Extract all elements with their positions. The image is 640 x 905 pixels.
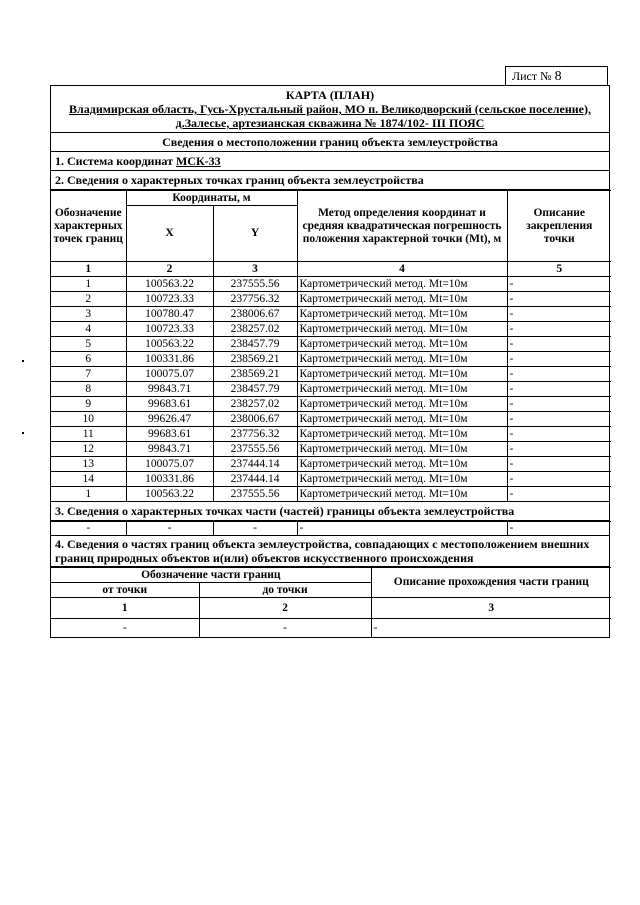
point-number: 1 <box>51 487 126 502</box>
header-coords: Координаты, м <box>126 191 297 206</box>
point-x: 99683.61 <box>126 427 213 442</box>
header-description: Описание закрепления точки <box>507 191 611 262</box>
section3-cell: - <box>51 522 126 536</box>
point-method: Картометрический метод. Mt=10м <box>297 397 507 412</box>
document-frame <box>50 85 610 638</box>
point-y: 238457.79 <box>213 337 297 352</box>
point-y: 237555.56 <box>213 487 297 502</box>
parts-row <box>51 619 611 638</box>
point-y: 238569.21 <box>213 352 297 367</box>
parts-column-numbers-row <box>51 598 611 619</box>
section3-cell: - <box>507 522 611 536</box>
points-body <box>51 277 611 502</box>
point-description: - <box>507 292 611 307</box>
point-x: 99626.47 <box>126 412 213 427</box>
point-y: 237555.56 <box>213 277 297 292</box>
point-description: - <box>507 367 611 382</box>
section3-heading: 3. Сведения о характерных точках части (частей) границы объекта землеустройства <box>51 501 609 521</box>
point-y: 238006.67 <box>213 307 297 322</box>
section3-row <box>51 522 611 536</box>
parts-header-designation: Обозначение части границ <box>51 568 371 583</box>
parts-cell: - <box>51 619 199 638</box>
point-number: 3 <box>51 307 126 322</box>
sheet-number-box <box>505 66 608 86</box>
point-method: Картометрический метод. Mt=10м <box>297 472 507 487</box>
point-x: 100563.22 <box>126 337 213 352</box>
point-method: Картометрический метод. Mt=10м <box>297 412 507 427</box>
table-row <box>51 472 611 487</box>
table-row <box>51 457 611 472</box>
point-method: Картометрический метод. Mt=10м <box>297 382 507 397</box>
point-description: - <box>507 277 611 292</box>
point-method: Картометрический метод. Mt=10м <box>297 457 507 472</box>
point-description: - <box>507 337 611 352</box>
parts-header-description: Описание прохождения части границ <box>371 568 611 598</box>
point-description: - <box>507 442 611 457</box>
table-row <box>51 352 611 367</box>
table-row <box>51 307 611 322</box>
column-number: 3 <box>213 262 297 277</box>
point-x: 100331.86 <box>126 472 213 487</box>
parts-column-number: 2 <box>199 598 371 619</box>
point-number: 12 <box>51 442 126 457</box>
point-x: 99843.71 <box>126 442 213 457</box>
section-main-heading: Сведения о местоположении границ объекта землеустройства <box>51 133 609 152</box>
section2-heading: 2. Сведения о характерных точках границ объекта землеустройства <box>51 171 609 190</box>
point-x: 100075.07 <box>126 457 213 472</box>
point-number: 9 <box>51 397 126 412</box>
point-y: 237444.14 <box>213 472 297 487</box>
parts-cell: - <box>371 619 611 638</box>
point-description: - <box>507 457 611 472</box>
scan-speck <box>22 360 24 362</box>
point-x: 100563.22 <box>126 277 213 292</box>
parts-header-to: до точки <box>199 583 371 598</box>
point-description: - <box>507 382 611 397</box>
point-y: 238257.02 <box>213 397 297 412</box>
point-description: - <box>507 352 611 367</box>
parts-table <box>51 567 611 637</box>
header-method: Метод определения координат и средняя квадратическая погрешность положения характерной точки (Mt), м <box>297 191 507 262</box>
point-method: Картометрический метод. Mt=10м <box>297 487 507 502</box>
point-x: 100723.33 <box>126 292 213 307</box>
point-method: Картометрический метод. Mt=10м <box>297 307 507 322</box>
sheet-label: Лист № <box>512 69 552 83</box>
point-method: Картометрический метод. Mt=10м <box>297 337 507 352</box>
points-table <box>51 190 611 501</box>
point-description: - <box>507 472 611 487</box>
point-number: 4 <box>51 322 126 337</box>
sheet-number: 8 <box>554 69 562 84</box>
table-row <box>51 277 611 292</box>
table-row <box>51 412 611 427</box>
point-method: Картометрический метод. Mt=10м <box>297 427 507 442</box>
column-number: 4 <box>297 262 507 277</box>
point-method: Картометрический метод. Mt=10м <box>297 352 507 367</box>
point-number: 14 <box>51 472 126 487</box>
parts-header-from: от точки <box>51 583 199 598</box>
point-description: - <box>507 397 611 412</box>
point-number: 5 <box>51 337 126 352</box>
table-row <box>51 442 611 457</box>
table-row <box>51 397 611 412</box>
header-x: X <box>126 206 213 262</box>
point-number: 8 <box>51 382 126 397</box>
point-number: 6 <box>51 352 126 367</box>
table-row <box>51 427 611 442</box>
section1-prefix: 1. Система координат <box>55 154 173 168</box>
parts-column-number: 3 <box>371 598 611 619</box>
point-number: 10 <box>51 412 126 427</box>
point-y: 238569.21 <box>213 367 297 382</box>
point-y: 237756.32 <box>213 292 297 307</box>
table-row <box>51 337 611 352</box>
point-x: 99683.61 <box>126 397 213 412</box>
title-block <box>51 86 609 133</box>
point-y: 237756.32 <box>213 427 297 442</box>
point-y: 237555.56 <box>213 442 297 457</box>
point-description: - <box>507 412 611 427</box>
section4-heading: 4. Сведения о частях границ объекта землеустройства, совпадающих с местоположением внешних границ природных объектов и(или) объектов искусственного происхождения <box>51 535 609 567</box>
point-method: Картометрический метод. Mt=10м <box>297 367 507 382</box>
coordinate-system: МСК-33 <box>175 154 221 168</box>
document-title: КАРТА (ПЛАН) <box>285 88 375 102</box>
column-number: 5 <box>507 262 611 277</box>
point-y: 237444.14 <box>213 457 297 472</box>
section3-cell: - <box>297 522 507 536</box>
point-method: Картометрический метод. Mt=10м <box>297 442 507 457</box>
point-description: - <box>507 307 611 322</box>
point-number: 13 <box>51 457 126 472</box>
point-y: 238006.67 <box>213 412 297 427</box>
header-designation: Обозначение характерных точек границ <box>51 191 126 262</box>
point-number: 1 <box>51 277 126 292</box>
point-x: 100075.07 <box>126 367 213 382</box>
parts-column-number: 1 <box>51 598 199 619</box>
table-row <box>51 292 611 307</box>
point-description: - <box>507 322 611 337</box>
point-description: - <box>507 487 611 502</box>
table-row <box>51 367 611 382</box>
point-number: 2 <box>51 292 126 307</box>
point-number: 7 <box>51 367 126 382</box>
point-x: 100331.86 <box>126 352 213 367</box>
column-number: 1 <box>51 262 126 277</box>
section3-cell: - <box>213 522 297 536</box>
point-y: 238457.79 <box>213 382 297 397</box>
point-x: 100780.47 <box>126 307 213 322</box>
section1-heading <box>51 152 609 171</box>
column-number: 2 <box>126 262 213 277</box>
point-description: - <box>507 427 611 442</box>
table-row <box>51 322 611 337</box>
point-x: 99843.71 <box>126 382 213 397</box>
point-x: 100723.33 <box>126 322 213 337</box>
section3-cell: - <box>126 522 213 536</box>
point-number: 11 <box>51 427 126 442</box>
section3-table <box>51 521 611 535</box>
scan-speck <box>22 432 24 434</box>
column-numbers-row <box>51 262 611 277</box>
header-y: Y <box>213 206 297 262</box>
point-method: Картометрический метод. Mt=10м <box>297 292 507 307</box>
parts-cell: - <box>199 619 371 638</box>
point-method: Картометрический метод. Mt=10м <box>297 277 507 292</box>
point-y: 238257.02 <box>213 322 297 337</box>
point-method: Картометрический метод. Mt=10м <box>297 322 507 337</box>
table-row <box>51 382 611 397</box>
table-row <box>51 487 611 502</box>
location-text: Владимирская область, Гусь-Хрустальный район, МО п. Великодворский (сельское поселение), д.Залесье, артезианская скважина № 1874/102- III ПОЯС <box>69 102 591 130</box>
point-x: 100563.22 <box>126 487 213 502</box>
